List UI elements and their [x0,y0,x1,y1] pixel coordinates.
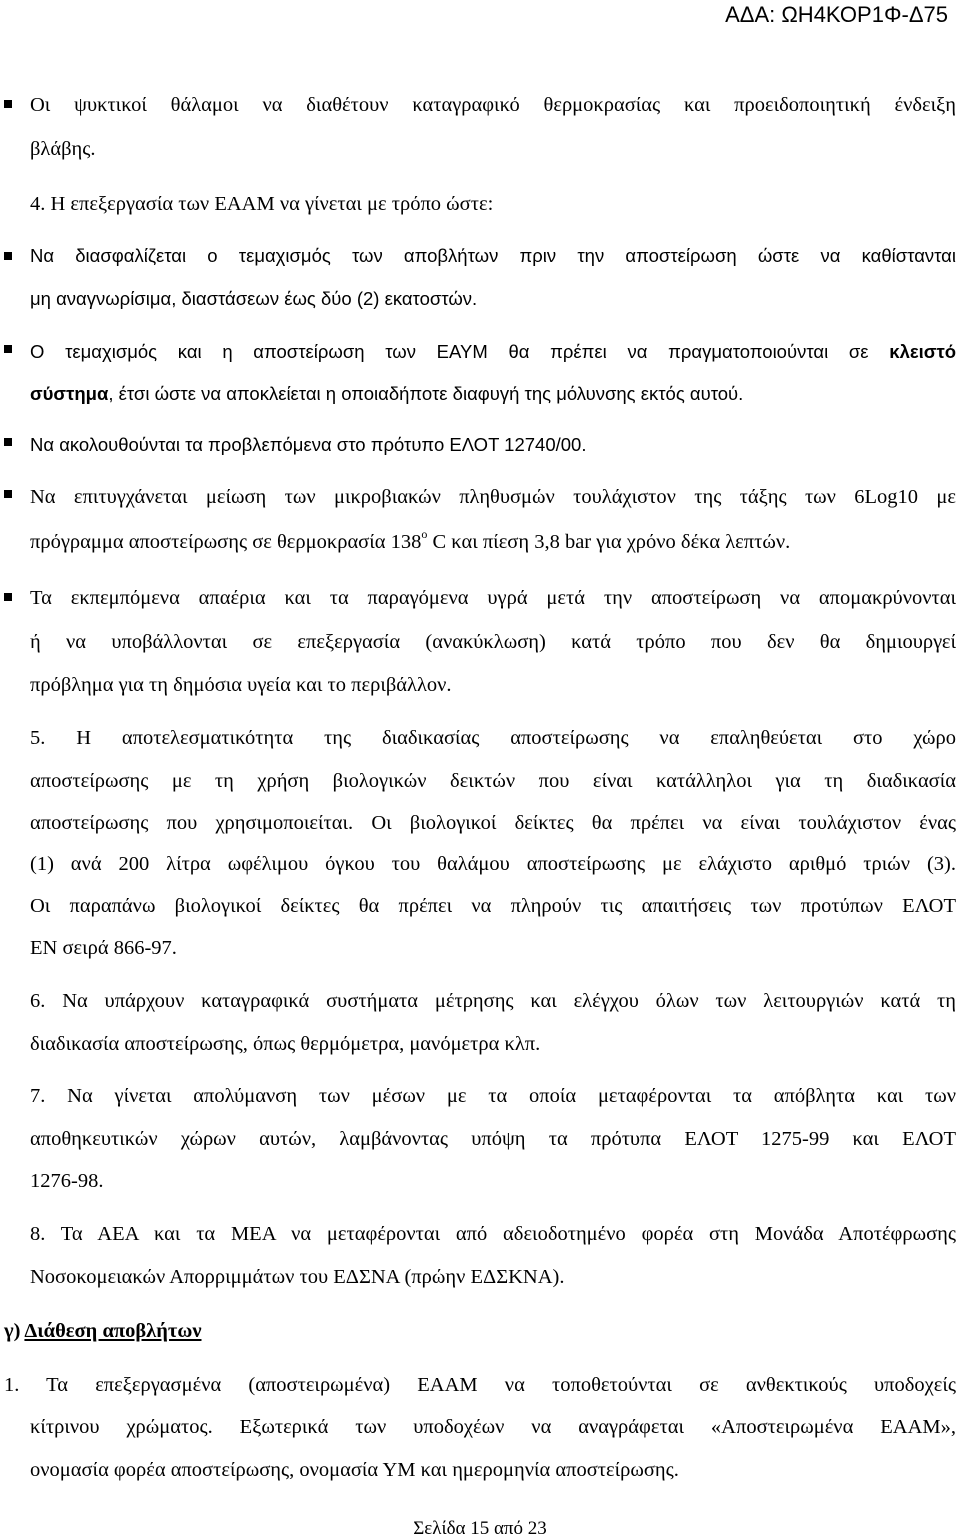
paragraph-line: 7. Να γίνεται απολύμανση των μέσων με τα οποία μεταφέρονται τα απόβλητα και των [30,1085,956,1107]
paragraph-line: ΕΝ σειρά 866-97. [30,937,177,959]
bullet-text-part: , έτσι ώστε να αποκλείεται η οποιαδήποτε διαφυγή της μόλυνσης εκτός αυτού. [108,383,744,404]
paragraph-line: αποστείρωσης με τη χρήση βιολογικών δεικτών που είναι κατάλληλοι για τη διαδικασία [30,770,956,792]
bullet-square-icon [4,345,12,353]
section-heading [4,1319,201,1343]
paragraph-line: 1. Τα επεξεργασμένα (αποστειρωμένα) ΕΑΑΜ να τοποθετούνται σε ανθεκτικούς υποδοχείς [4,1374,956,1396]
bullet-text [30,527,791,554]
bullet-text: Να διασφαλίζεται ο τεμαχισμός των αποβλήτων πριν την αποστείρωση ώστε να καθίστανται [30,245,956,266]
paragraph-line: Οι παραπάνω βιολογικοί δείκτες θα πρέπει να πληρούν τις απαιτήσεις των προτύπων ΕΛΟΤ [30,895,956,917]
degree-superscript: ο [421,527,428,542]
paragraph-line: διαδικασία αποστείρωσης, όπως θερμόμετρα, μανόμετρα κλπ. [30,1033,541,1055]
bullet-text-part: Ο τεμαχισμός και η αποστείρωση των ΕΑΥΜ θα πρέπει να πραγματοποιούνται σε [30,341,869,362]
paragraph-line: 8. Τα ΑΕΑ και τα ΜΕΑ να μεταφέρονται από αδειοδοτημένο φορέα στη Μονάδα Αποτέφρωσης [30,1223,956,1245]
paragraph-line: 5. Η αποτελεσματικότητα της διαδικασίας αποστείρωσης να επαληθεύεται στο χώρο [30,727,956,749]
paragraph-line: 1276-98. [30,1170,104,1192]
bullet-text [30,340,956,364]
bullet-text [30,382,743,406]
bullet-square-icon [4,593,12,601]
bullet-square-icon [4,438,12,446]
paragraph-line: αποθηκευτικών χώρων αυτών, λαμβάνοντας υπόψη τα πρότυπα ΕΛΟΤ 1275-99 και ΕΛΟΤ [30,1128,956,1150]
section-4-title: 4. Η επεξεργασία των ΕΑΑΜ να γίνεται με τρόπο ώστε: [30,193,494,215]
paragraph-line: αποστείρωσης που χρησιμοποιείται. Οι βιολογικοί δείκτες θα πρέπει να είναι τουλάχιστον ένας [30,812,956,834]
bullet-text-part: πρόγραμμα αποστείρωσης σε θερμοκρασία 138 [30,531,422,553]
paragraph-line: 6. Να υπάρχουν καταγραφικά συστήματα μέτρησης και ελέγχου όλων των λειτουργιών κατά τη [30,990,956,1012]
paragraph-line: Νοσοκομειακών Απορριμμάτων του ΕΔΣΝΑ (πρώην ΕΔΣΚΝΑ). [30,1266,565,1288]
bullet-text: Να ακολουθούνται τα προβλεπόμενα στο πρότυπο ΕΛΟΤ 12740/00. [30,434,587,455]
bullet-square-icon [4,490,12,498]
bullet-text: βλάβης. [30,138,96,160]
page-number: Σελίδα 15 από 23 [413,1518,547,1539]
bullet-text: Οι ψυκτικοί θάλαμοι να διαθέτουν καταγραφικό θερμοκρασίας και προειδοποιητική ένδειξη [30,94,956,116]
heading-title: Διάθεση αποβλήτων [24,1320,202,1342]
bullet-text-part: C και πίεση 3,8 bar για χρόνο δέκα λεπτών. [427,531,791,553]
bullet-square-icon [4,100,12,108]
bullet-text: Να επιτυγχάνεται μείωση των μικροβιακών πληθυσμών τουλάχιστον της τάξης των 6Log10 με [30,486,956,508]
bullet-text: ή να υποβάλλονται σε επεξεργασία (ανακύκλωση) κατά τρόπο που δεν θα δημιουργεί [30,631,956,653]
bullet-text: Τα εκπεμπόμενα απαέρια και τα παραγόμενα υγρά μετά την αποστείρωση να απομακρύνονται [30,587,956,609]
bullet-text: πρόβλημα για τη δημόσια υγεία και το περιβάλλον. [30,674,452,696]
paragraph-line: (1) ανά 200 λίτρα ωφέλιμου όγκου του θαλάμου αποστείρωσης με ελάχιστο αριθμό τριών (3). [30,853,956,875]
heading-prefix: γ) [4,1320,25,1342]
bold-term: σύστημα [30,383,109,404]
paragraph-line: κίτρινου χρώματος. Εξωτερικά των υποδοχέων να αναγράφεται «Αποστειρωμένα ΕΑΑΜ», [30,1416,956,1438]
bullet-square-icon [4,252,12,260]
paragraph-line: ονομασία φορέα αποστείρωσης, ονομασία ΥΜ και ημερομηνία αποστείρωσης. [30,1459,679,1481]
bullet-text: μη αναγνωρίσιμα, διαστάσεων έως δύο (2) εκατοστών. [30,288,478,309]
bold-term: κλειστό [889,341,957,362]
ada-code: ΑΔΑ: ΩΗ4ΚΟΡ1Φ-Δ75 [725,2,948,27]
